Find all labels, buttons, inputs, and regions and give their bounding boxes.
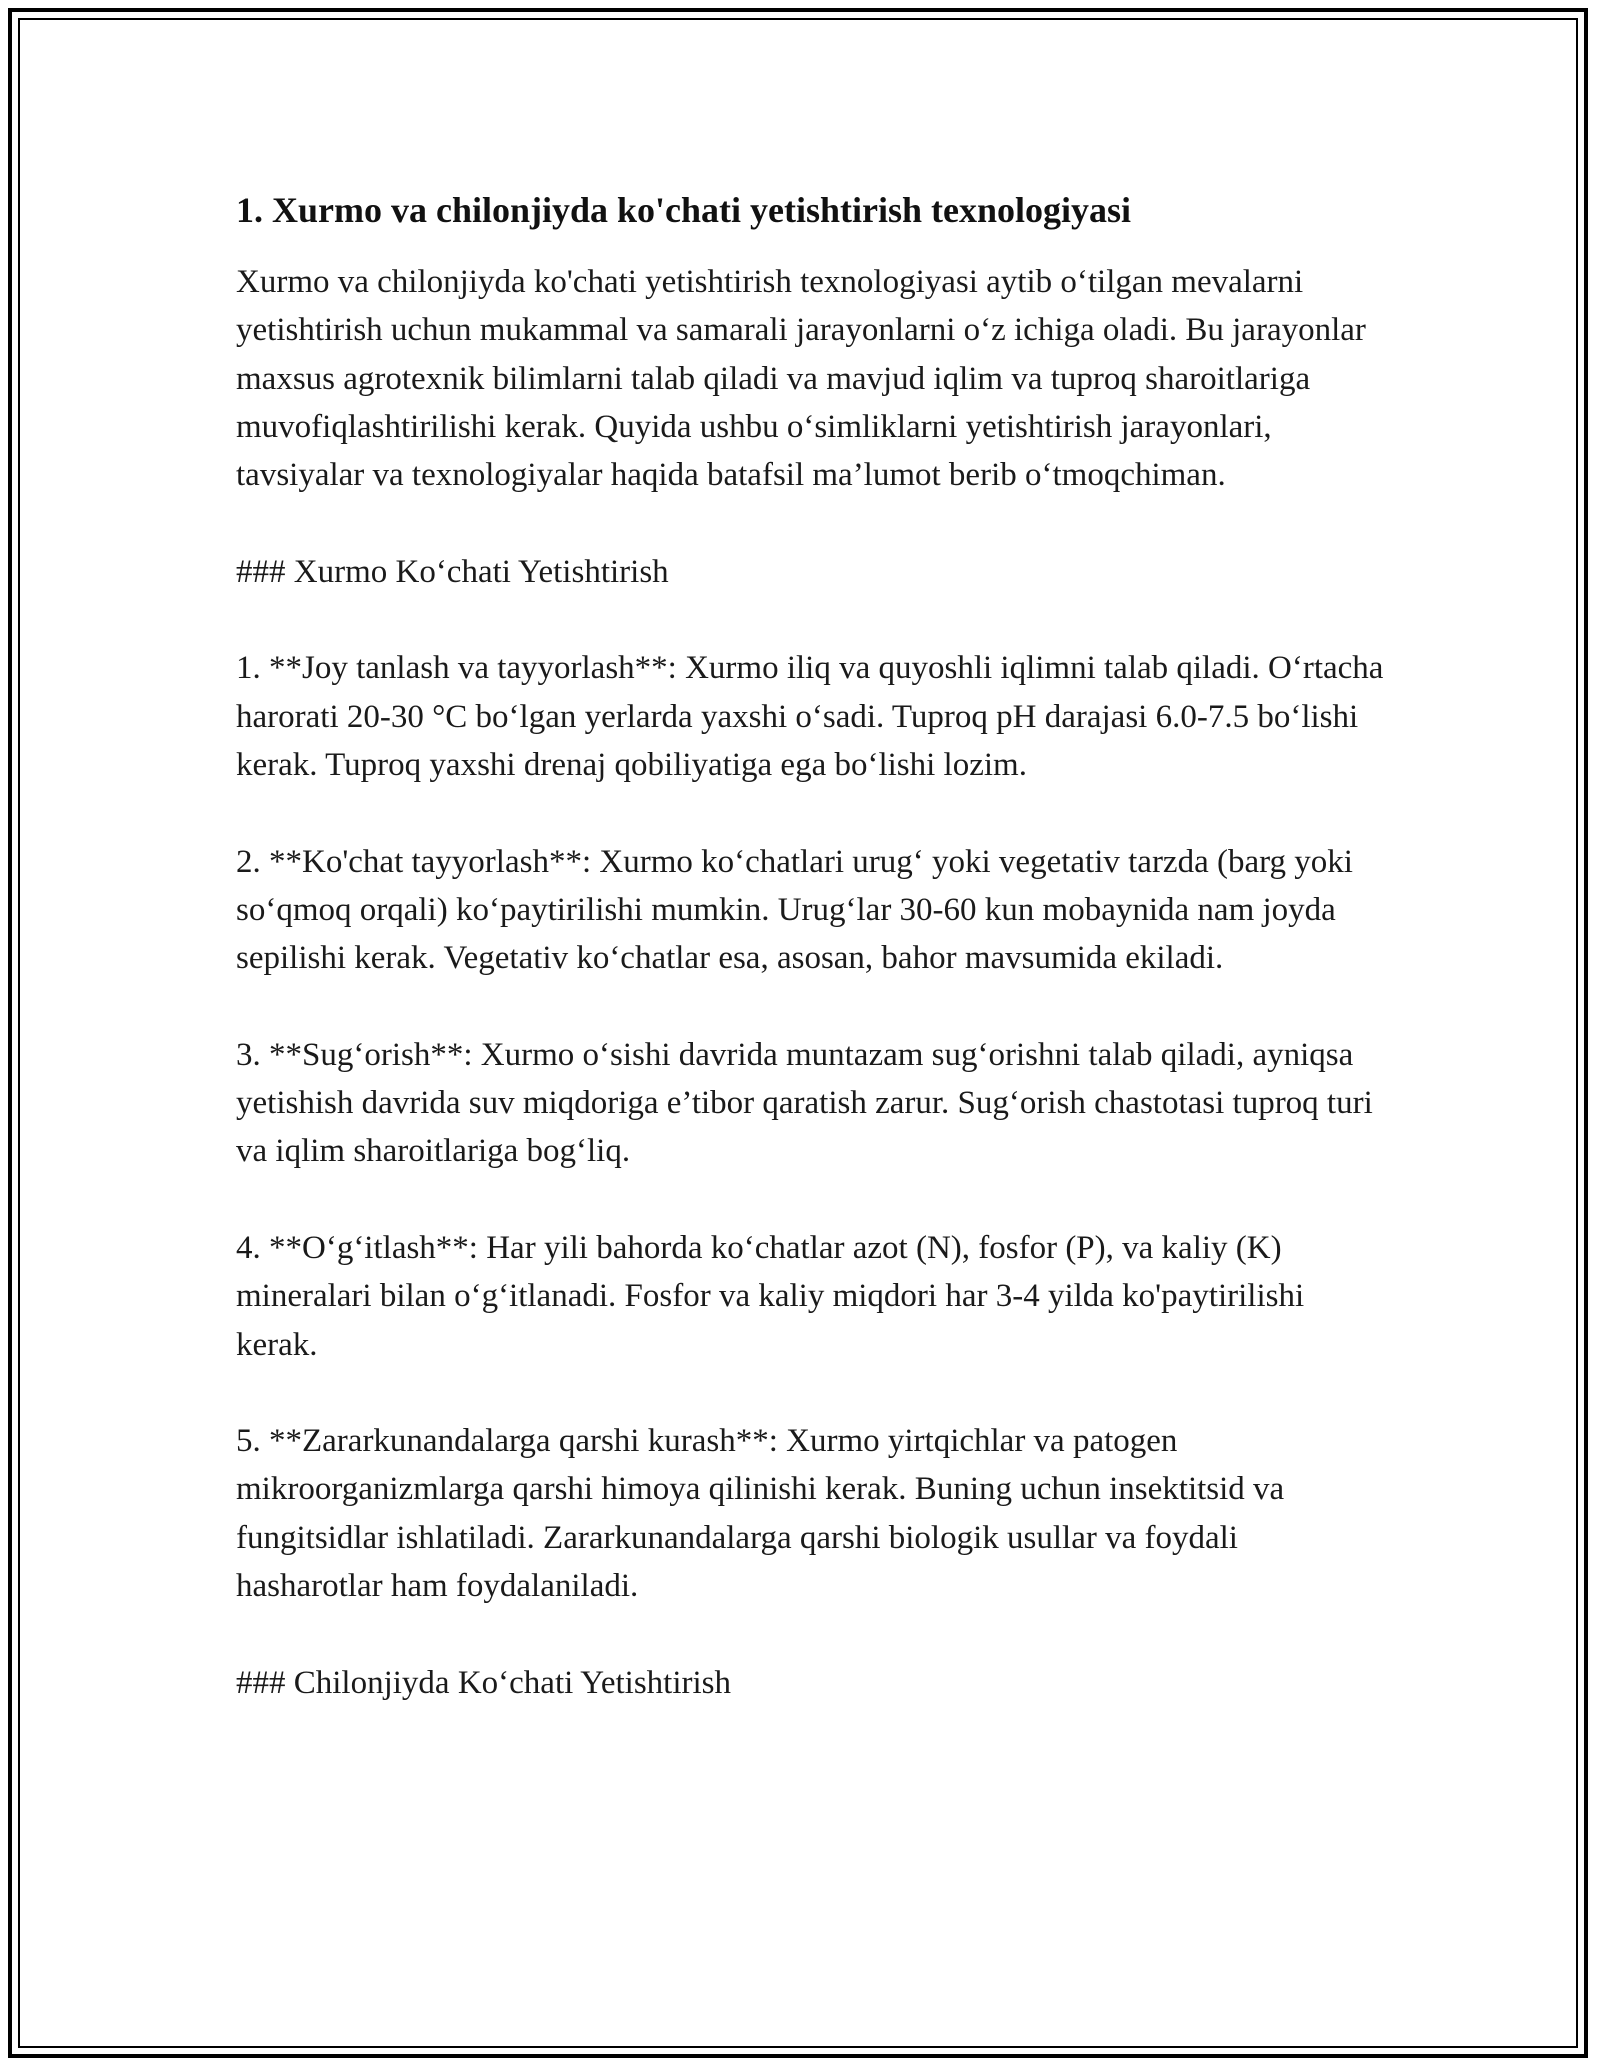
list-item-zararkunandalar: 5. **Zararkunandalarga qarshi kurash**: Xurmo yirtqichlar va patogen mikroorganizmlarga qarshi himoya qilinishi kerak. Buning uchun insektitsid va fungitsidlar ishlatiladi. Zararkunandalarga qarshi biologik usullar va foydali hasharotlar ham foydalaniladi. bbox=[236, 1423, 1285, 1605]
intro-paragraph: Xurmo va chilonjiyda ko'chati yetishtirish texnologiyasi aytib o‘tilgan mevalarni yetishtirish uchun mukammal va samarali jarayonlarni o‘z ichiga oladi. Bu jarayonlar maxsus agrotexnik bilimlarni talab qiladi va mavjud iqlim va tuproq sharoitlariga muvofiqlashtirilishi kerak. Quyida ushbu o‘simliklarni yetishtirish jarayonlari, tavsiyalar va texnologiyalar haqida batafsil ma’lumot berib o‘tmoqchiman. bbox=[236, 264, 1366, 494]
list-item-ogitlash: 4. **O‘g‘itlash**: Har yili bahorda ko‘chatlar azot (N), fosfor (P), va kaliy (K) mineralari bilan o‘g‘itlanadi. Fosfor va kaliy miqdori har 3-4 yilda ko'paytirilishi kerak. bbox=[236, 1229, 1305, 1363]
list-item-joy-tanlash: 1. **Joy tanlash va tayyorlash**: Xurmo iliq va quyoshli iqlimni talab qiladi. O‘rtacha harorati 20-30 °C bo‘lgan yerlarda yaxshi o‘sadi. Tuproq pH darajasi 6.0-7.5 bo‘lishi kerak. Tuproq yaxshi drenaj qobiliyatiga ega bo‘lishi lozim. bbox=[236, 650, 1384, 783]
document-title: 1. Xurmo va chilonjiyda ko'chati yetishtirish texnologiyasi bbox=[236, 190, 1132, 230]
section-heading-xurmo: ### Xurmo Ko‘chati Yetishtirish bbox=[236, 553, 669, 590]
document-body bbox=[236, 186, 1386, 1755]
list-item-kochat-tayyorlash: 2. **Ko'chat tayyorlash**: Xurmo ko‘chatlari urug‘ yoki vegetativ tarzda (barg yoki so‘qmoq orqali) ko‘paytirilishi mumkin. Urug‘lar 30-60 kun mobaynida nam joyda sepilishi kerak. Vegetativ ko‘chatlar esa, asosan, bahor mavsumida ekiladi. bbox=[236, 843, 1353, 977]
list-item-sugorish: 3. **Sug‘orish**: Xurmo o‘sishi davrida muntazam sug‘orishni talab qiladi, ayniqsa yetishish davrida suv miqdoriga e’tibor qaratish zarur. Sug‘orish chastotasi tuproq turi va iqlim sharoitlariga bog‘liq. bbox=[236, 1036, 1373, 1170]
section-heading-chilonjiyda: ### Chilonjiyda Ko‘chati Yetishtirish bbox=[236, 1664, 731, 1701]
